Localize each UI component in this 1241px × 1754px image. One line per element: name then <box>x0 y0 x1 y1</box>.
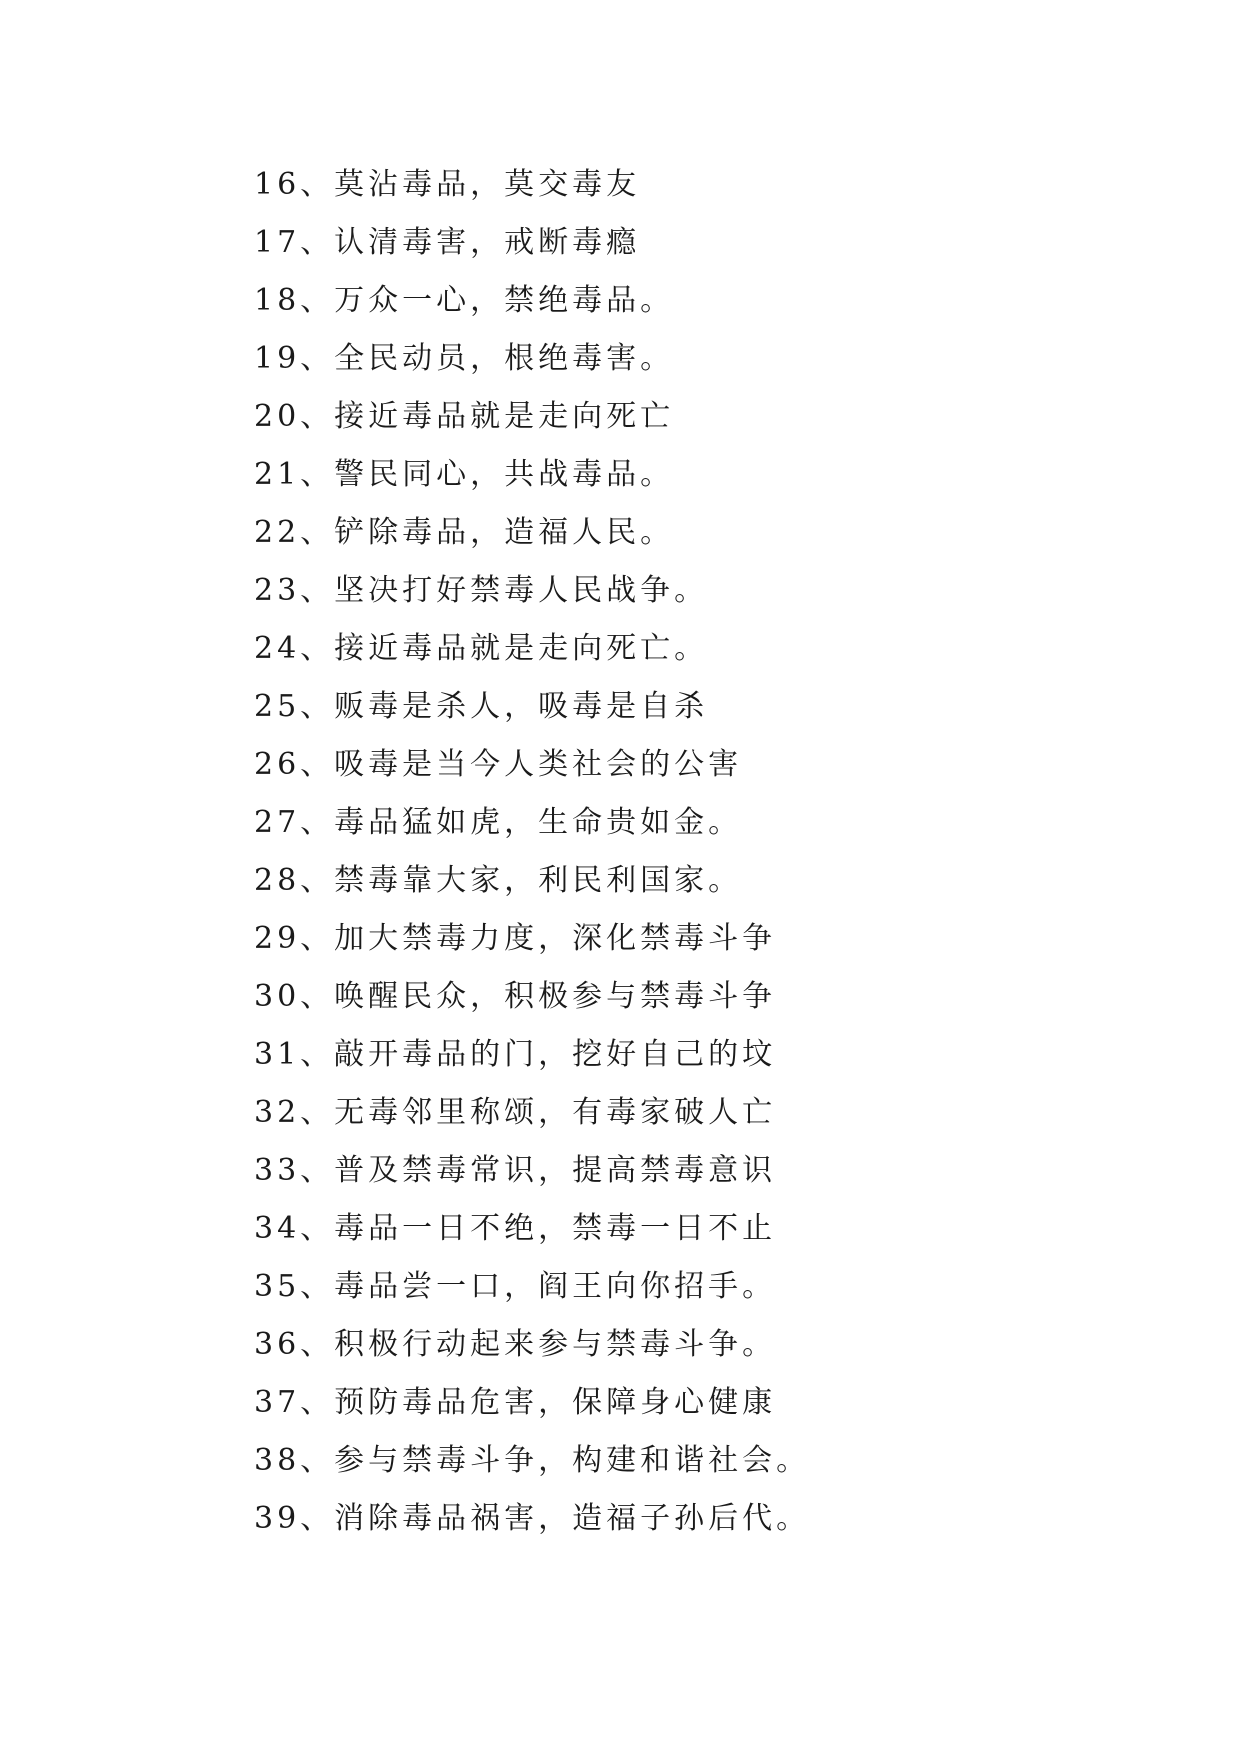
slogan-line: 24、接近毒品就是走向死亡。 <box>254 631 709 666</box>
slogan-line: 34、毒品一日不绝，禁毒一日不止 <box>254 1211 777 1246</box>
slogan-line: 29、加大禁毒力度，深化禁毒斗争 <box>254 921 777 956</box>
slogan-line: 21、警民同心，共战毒品。 <box>254 457 675 492</box>
slogan-line: 16、莫沾毒品，莫交毒友 <box>254 167 641 202</box>
slogan-line: 27、毒品猛如虎，生命贵如金。 <box>254 805 743 840</box>
slogan-line: 30、唤醒民众，积极参与禁毒斗争 <box>254 979 777 1014</box>
slogan-line: 32、无毒邻里称颂，有毒家破人亡 <box>254 1095 777 1130</box>
slogan-line: 38、参与禁毒斗争，构建和谐社会。 <box>254 1443 811 1478</box>
slogan-line: 17、认清毒害，戒断毒瘾 <box>254 225 641 260</box>
slogan-line: 23、坚决打好禁毒人民战争。 <box>254 573 709 608</box>
slogan-line: 33、普及禁毒常识，提高禁毒意识 <box>254 1153 777 1188</box>
slogan-line: 36、积极行动起来参与禁毒斗争。 <box>254 1327 777 1362</box>
slogan-line: 25、贩毒是杀人，吸毒是自杀 <box>254 689 709 724</box>
slogan-line: 31、敲开毒品的门，挖好自己的坟 <box>254 1037 777 1072</box>
slogan-line: 22、铲除毒品，造福人民。 <box>254 515 675 550</box>
slogan-line: 26、吸毒是当今人类社会的公害 <box>254 747 743 782</box>
slogan-line: 28、禁毒靠大家，利民利国家。 <box>254 863 743 898</box>
slogan-list <box>254 156 810 1548</box>
slogan-line: 20、接近毒品就是走向死亡 <box>254 399 675 434</box>
slogan-line: 39、消除毒品祸害，造福子孙后代。 <box>254 1501 811 1536</box>
slogan-line: 37、预防毒品危害，保障身心健康 <box>254 1385 777 1420</box>
slogan-line: 18、万众一心，禁绝毒品。 <box>254 283 675 318</box>
slogan-line: 35、毒品尝一口，阎王向你招手。 <box>254 1269 777 1304</box>
slogan-line: 19、全民动员，根绝毒害。 <box>254 341 675 376</box>
